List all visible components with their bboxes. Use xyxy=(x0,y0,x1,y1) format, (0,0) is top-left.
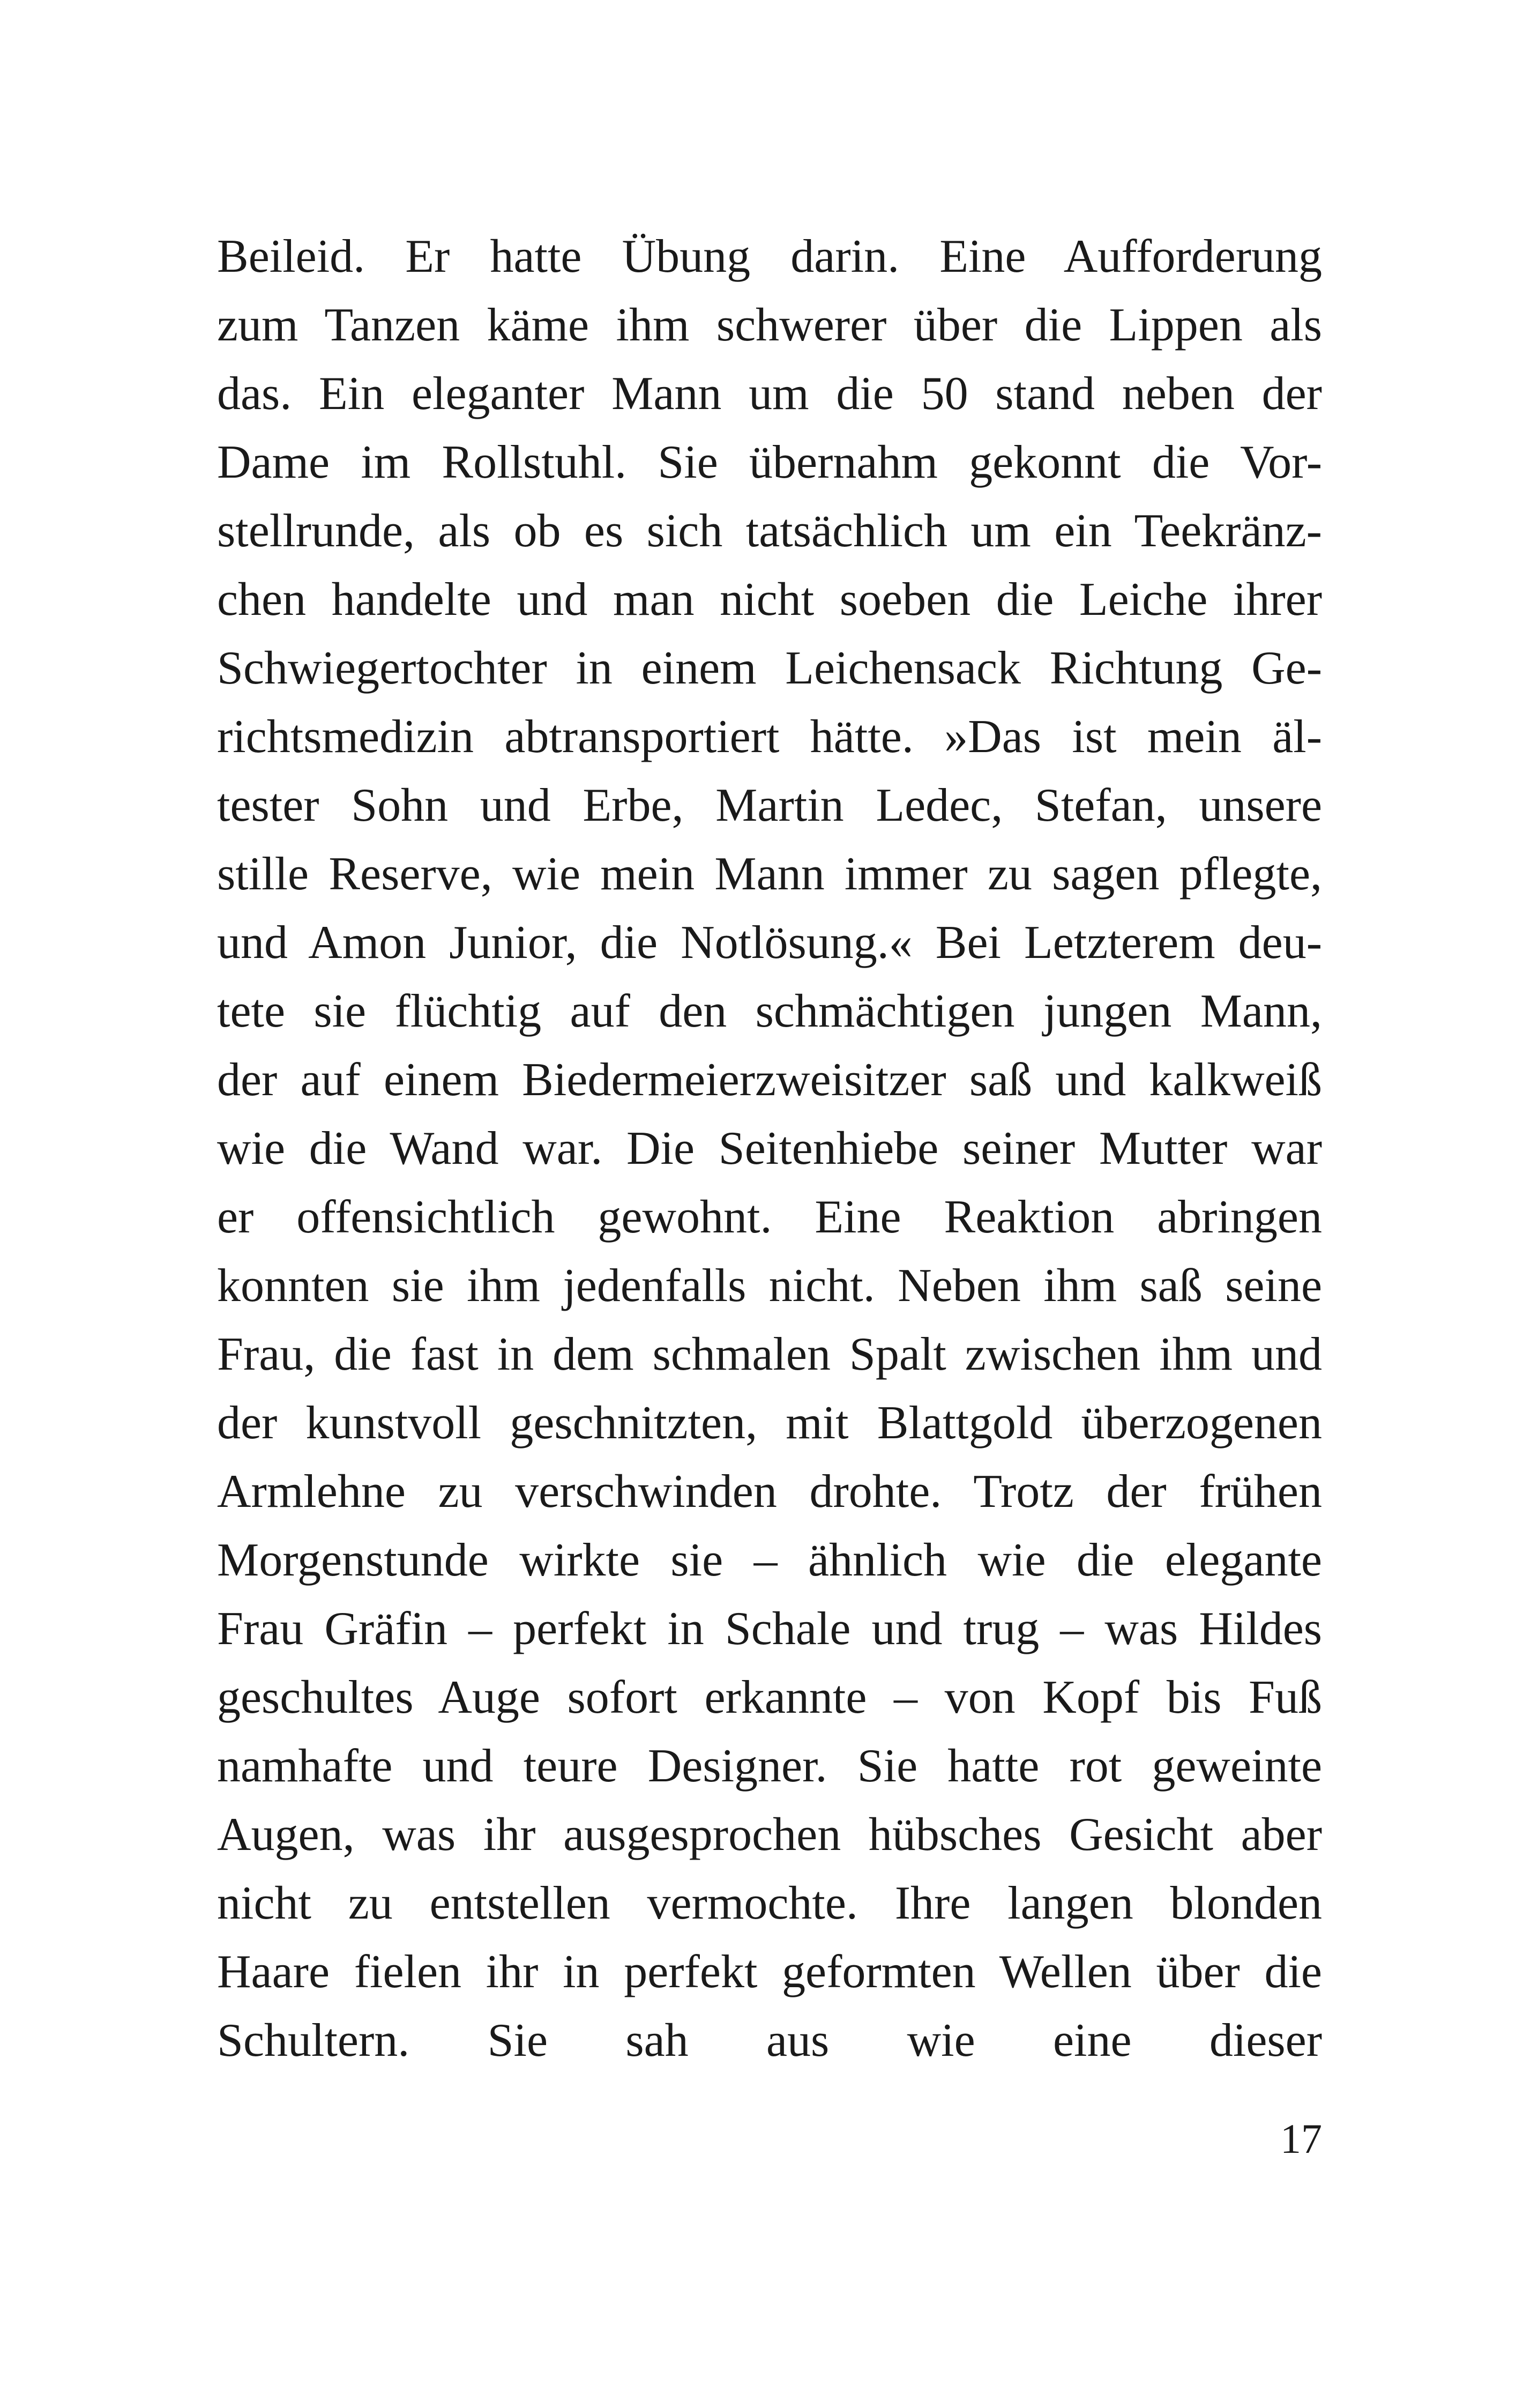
text-line: Schwiegertochter in einem Leichensack Richtung Ge- xyxy=(217,642,1322,694)
text-line: Frau, die fast in dem schmalen Spalt zwischen ihm und xyxy=(217,1328,1322,1380)
text-line: Armlehne zu verschwinden drohte. Trotz der frühen xyxy=(217,1466,1322,1518)
text-line: zum Tanzen käme ihm schwerer über die Lippen als xyxy=(217,299,1322,351)
text-line: namhafte und teure Designer. Sie hatte rot geweinte xyxy=(217,1740,1322,1792)
text-line: nicht zu entstellen vermochte. Ihre langen blonden xyxy=(217,1877,1322,1929)
body-text xyxy=(217,222,1322,2075)
text-line: geschultes Auge sofort erkannte – von Kopf bis Fuß xyxy=(217,1671,1322,1723)
text-line: stellrunde, als ob es sich tatsächlich um ein Teekränz- xyxy=(217,505,1322,557)
text-line: er offensichtlich gewohnt. Eine Reaktion abringen xyxy=(217,1191,1322,1243)
text-line: der auf einem Biedermeierzweisitzer saß und kalkweiß xyxy=(217,1054,1322,1106)
text-line: richtsmedizin abtransportiert hätte. »Das ist mein äl- xyxy=(217,711,1322,763)
text-line: Dame im Rollstuhl. Sie übernahm gekonnt die Vor- xyxy=(217,436,1322,488)
text-line: tete sie flüchtig auf den schmächtigen jungen Mann, xyxy=(217,985,1322,1037)
text-line: konnten sie ihm jedenfalls nicht. Neben ihm saß seine xyxy=(217,1260,1322,1312)
text-line: Frau Gräfin – perfekt in Schale und trug – was Hildes xyxy=(217,1603,1322,1655)
text-line: Morgenstunde wirkte sie – ähnlich wie die elegante xyxy=(217,1534,1322,1586)
text-line: Schultern. Sie sah aus wie eine dieser xyxy=(217,2015,1322,2067)
text-line: das. Ein eleganter Mann um die 50 stand neben der xyxy=(217,368,1322,420)
text-line: Haare fielen ihr in perfekt geformten Wellen über die xyxy=(217,1946,1322,1998)
page-number: 17 xyxy=(1280,2115,1322,2162)
text-line: und Amon Junior, die Notlösung.« Bei Letzterem deu- xyxy=(217,917,1322,969)
text-line: chen handelte und man nicht soeben die Leiche ihrer xyxy=(217,574,1322,626)
text-line: Beileid. Er hatte Übung darin. Eine Aufforderung xyxy=(217,231,1322,283)
text-line: wie die Wand war. Die Seitenhiebe seiner Mutter war xyxy=(217,1123,1322,1175)
text-line: der kunstvoll geschnitzten, mit Blattgold überzogenen xyxy=(217,1397,1322,1449)
text-line: tester Sohn und Erbe, Martin Ledec, Stefan, unsere xyxy=(217,779,1322,831)
text-line: stille Reserve, wie mein Mann immer zu sagen pflegte, xyxy=(217,848,1322,900)
text-line: Augen, was ihr ausgesprochen hübsches Gesicht aber xyxy=(217,1809,1322,1861)
